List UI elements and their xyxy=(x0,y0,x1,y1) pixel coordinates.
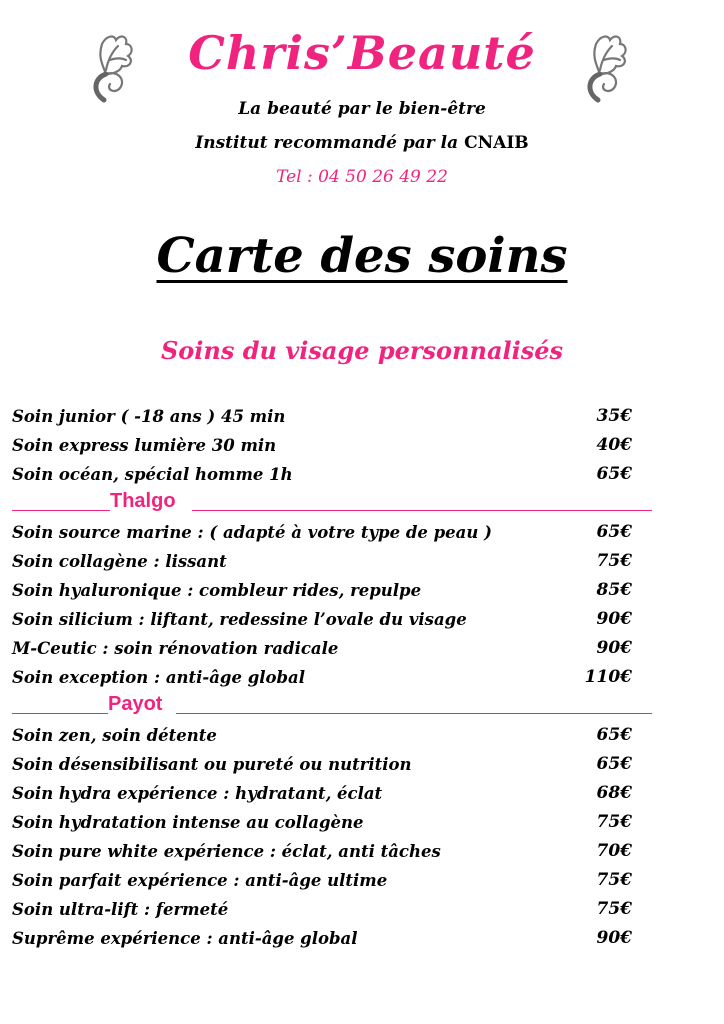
item-name: Soin source marine : ( adapté à votre type de peau ) xyxy=(12,523,492,542)
group-thalgo xyxy=(12,518,652,692)
item-price: 110€ xyxy=(584,667,632,687)
item-price: 65€ xyxy=(596,464,632,484)
list-item xyxy=(12,547,652,576)
item-price: 68€ xyxy=(596,783,632,803)
item-price: 90€ xyxy=(596,928,632,948)
group-payot xyxy=(12,721,652,953)
page-title: Carte des soins xyxy=(156,228,568,284)
item-price: 75€ xyxy=(596,870,632,890)
item-price: 75€ xyxy=(596,551,632,571)
item-price: 90€ xyxy=(596,609,632,629)
list-item xyxy=(12,576,652,605)
item-name: Soin parfait expérience : anti-âge ultime xyxy=(12,871,388,890)
item-price: 75€ xyxy=(596,899,632,919)
list-item xyxy=(12,779,652,808)
list-item xyxy=(12,895,652,924)
item-name: Soin exception : anti-âge global xyxy=(12,668,306,687)
brand-divider-thalgo xyxy=(12,489,652,518)
item-name: Soin silicium : liftant, redessine l’ovale du visage xyxy=(12,610,467,629)
list-item xyxy=(12,663,652,692)
list-item xyxy=(12,518,652,547)
list-item xyxy=(12,808,652,837)
item-price: 70€ xyxy=(596,841,632,861)
list-item xyxy=(12,605,652,634)
list-item xyxy=(12,634,652,663)
item-price: 40€ xyxy=(596,435,632,455)
list-item xyxy=(12,721,652,750)
item-name: Suprême expérience : anti-âge global xyxy=(12,929,358,948)
list-item xyxy=(12,924,652,953)
institut-acronym: CNAIB xyxy=(464,133,529,153)
item-name: Soin pure white expérience : éclat, anti tâches xyxy=(12,842,441,861)
item-name: Soin zen, soin détente xyxy=(12,726,217,745)
list-item xyxy=(12,460,652,489)
tagline: La beauté par le bien-être xyxy=(238,99,486,119)
item-price: 35€ xyxy=(596,406,632,426)
item-name: Soin désensibilisant ou pureté ou nutrition xyxy=(12,755,412,774)
item-name: Soin océan, spécial homme 1h xyxy=(12,465,293,484)
list-item xyxy=(12,866,652,895)
phone-number: Tel : 04 50 26 49 22 xyxy=(276,167,448,187)
list-item xyxy=(12,431,652,460)
institut-recommendation xyxy=(0,133,724,153)
item-name: Soin collagène : lissant xyxy=(12,552,227,571)
item-name: Soin hydra expérience : hydratant, éclat xyxy=(12,784,383,803)
list-item xyxy=(12,402,652,431)
price-list xyxy=(12,402,652,953)
item-price: 75€ xyxy=(596,812,632,832)
brand-label-thalgo: Thalgo xyxy=(110,490,176,512)
item-price: 65€ xyxy=(596,725,632,745)
list-item xyxy=(12,750,652,779)
institut-prefix: Institut recommandé par la xyxy=(195,133,459,153)
item-price: 90€ xyxy=(596,638,632,658)
item-price: 65€ xyxy=(596,522,632,542)
group-general xyxy=(12,402,652,489)
item-name: M-Ceutic : soin rénovation radicale xyxy=(12,639,339,658)
list-item xyxy=(12,837,652,866)
item-price: 85€ xyxy=(596,580,632,600)
item-name: Soin hydratation intense au collagène xyxy=(12,813,364,832)
item-name: Soin hyaluronique : combleur rides, repulpe xyxy=(12,581,422,600)
brand-name: Chris’Beauté xyxy=(188,26,536,80)
item-price: 65€ xyxy=(596,754,632,774)
brand-label-payot: Payot xyxy=(108,693,163,715)
item-name: Soin express lumière 30 min xyxy=(12,436,277,455)
brand-divider-payot xyxy=(12,692,652,721)
item-name: Soin junior ( -18 ans ) 45 min xyxy=(12,407,286,426)
section-title: Soins du visage personnalisés xyxy=(160,336,564,365)
item-name: Soin ultra-lift : fermeté xyxy=(12,900,229,919)
